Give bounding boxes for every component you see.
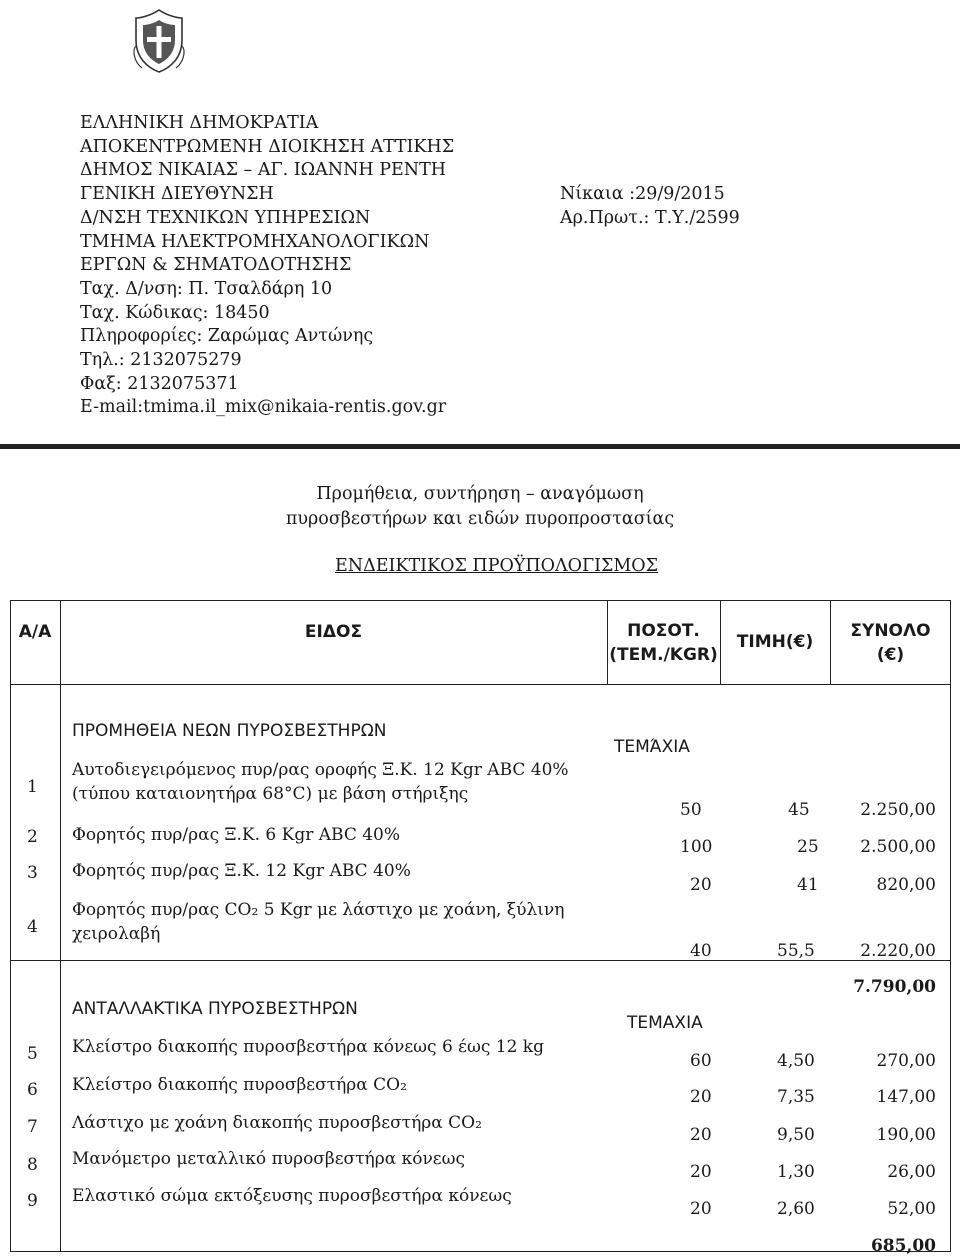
- item-quantity: 60: [690, 1051, 712, 1071]
- header-divider: [0, 444, 960, 449]
- header-line: Δ/ΝΣΗ ΤΕΧΝΙΚΩΝ ΥΠΗΡΕΣΙΩΝ: [80, 207, 371, 228]
- item-description: Λάστιχο με χοάνη διακοπής πυροσβεστήρα CO₂: [72, 1113, 482, 1133]
- subject-line: πυροσβεστήρων και ειδών πυροπροστασίας: [285, 509, 675, 529]
- header-line: ΑΠΟΚΕΝΤΡΩΜΕΝΗ ΔΙΟΙΚΗΣΗ ΑΤΤΙΚΗΣ: [80, 136, 455, 157]
- item-description: Κλείστρο διακοπής πυροσβεστήρα κόνεως 6 έως 12 kg: [72, 1037, 544, 1057]
- item-total: 26,00: [887, 1162, 936, 1182]
- column-header-item: ΕΙΔΟΣ: [304, 622, 363, 642]
- item-quantity: 20: [690, 1087, 712, 1107]
- item-total: 2.500,00: [860, 837, 936, 857]
- header-line: Ταχ. Δ/νση: Π. Τσαλδάρη 10: [80, 278, 333, 299]
- section-heading-new-extinguishers: ΠΡΟΜΗΘΕΙΑ ΝΕΩΝ ΠΥΡΟΣΒΕΣΤΗΡΩΝ: [72, 721, 387, 741]
- item-price: 2,60: [777, 1199, 815, 1219]
- header-line: ΓΕΝΙΚΗ ΔΙΕΥΘΥΝΣΗ: [80, 184, 274, 205]
- item-price: 45: [788, 800, 810, 820]
- header-line: ΕΡΓΩΝ & ΣΗΜΑΤΟΔΟΤΗΣΗΣ: [80, 255, 352, 276]
- greek-coat-of-arms-icon: [132, 6, 186, 76]
- table-divider: [10, 684, 951, 685]
- document-title: ΕΝΔΕΙΚΤΙΚΟΣ ΠΡΟΫΠΟΛΟΓΙΣΜΟΣ: [335, 556, 659, 576]
- item-total: 190,00: [876, 1125, 936, 1145]
- row-number: 8: [27, 1155, 38, 1175]
- item-description: Φορητός πυρ/ρας CO₂ 5 Kgr με λάστιχο με χοάνη, ξύλινη: [72, 900, 565, 920]
- header-line: Φαξ: 2132075371: [80, 373, 239, 394]
- item-price: 4,50: [777, 1051, 815, 1071]
- item-price: 55,5: [777, 941, 815, 961]
- section-heading-spare-parts: ΑΝΤΑΛΛΑΚΤΙΚΑ ΠΥΡΟΣΒΕΣΤΗΡΩΝ: [72, 999, 358, 1019]
- column-header-price: ΤΙΜΗ(€): [736, 632, 814, 652]
- item-total: 52,00: [887, 1199, 936, 1219]
- item-quantity: 20: [690, 875, 712, 895]
- date-protocol-block: [560, 183, 740, 230]
- row-number: 6: [27, 1080, 38, 1100]
- date-line: Νίκαια :29/9/2015: [560, 184, 725, 204]
- row-number: 1: [27, 777, 38, 797]
- header-email: E-mail:tmima.il_mix@nikaia-rentis.gov.gr: [80, 397, 447, 418]
- item-description: (τύπου καταιονητήρα 68°C) με βάση στήριξης: [72, 784, 469, 804]
- column-header-total: ΣΥΝΟΛΟ: [850, 621, 931, 641]
- item-description: Μανόμετρο μεταλλικό πυροσβεστήρα κόνεως: [72, 1149, 466, 1169]
- item-quantity: 20: [690, 1199, 712, 1219]
- item-description: Αυτοδιεγειρόμενος πυρ/ρας οροφής Ξ.Κ. 12 Kgr ABC 40%: [72, 760, 569, 780]
- unit-label: ΤΕΜΆΧΙΑ: [614, 737, 690, 757]
- sender-header: [80, 112, 454, 420]
- item-quantity: 100: [680, 837, 713, 857]
- unit-label: ΤΕΜΑΧΙΑ: [627, 1013, 703, 1033]
- column-header-qty-unit: (ΤΕΜ./KGR): [609, 645, 718, 665]
- item-total: 147,00: [876, 1087, 936, 1107]
- item-price: 1,30: [777, 1162, 815, 1182]
- item-total: 270,00: [876, 1051, 936, 1071]
- row-number: 9: [27, 1191, 38, 1211]
- header-line: ΕΛΛΗΝΙΚΗ ΔΗΜΟΚΡΑΤΙΑ: [80, 113, 319, 133]
- item-price: 7,35: [777, 1087, 815, 1107]
- column-header-qty: ΠΟΣΟΤ.: [627, 621, 700, 641]
- item-description: Φορητός πυρ/ρας Ξ.Κ. 6 Kgr ABC 40%: [72, 825, 401, 845]
- header-line: Ταχ. Κώδικας: 18450: [80, 302, 270, 323]
- item-description: Κλείστρο διακοπής πυροσβεστήρα CO₂: [72, 1075, 407, 1095]
- item-total: 820,00: [876, 875, 936, 895]
- item-quantity: 20: [690, 1162, 712, 1182]
- item-quantity: 50: [680, 800, 702, 820]
- protocol-line: Αρ.Πρωτ.: Τ.Υ./2599: [560, 207, 740, 228]
- header-line: Πληροφορίες: Ζαρώμας Αντώνης: [80, 326, 374, 347]
- item-price: 25: [797, 837, 819, 857]
- subject: [0, 482, 960, 532]
- item-description: Ελαστικό σώμα εκτόξευσης πυροσβεστήρα κόνεως: [72, 1186, 512, 1206]
- item-total: 2.220,00: [860, 941, 936, 961]
- item-price: 9,50: [777, 1125, 815, 1145]
- item-quantity: 40: [690, 941, 712, 961]
- row-number: 5: [27, 1044, 38, 1064]
- subject-line: Προμήθεια, συντήρηση – αναγόμωση: [316, 484, 644, 504]
- row-number: 3: [27, 863, 38, 883]
- table-divider: [60, 600, 61, 1252]
- column-header-total-unit: (€): [876, 645, 905, 665]
- row-number: 7: [27, 1117, 38, 1137]
- item-description: χειρολαβή: [72, 924, 161, 944]
- section-subtotal: 7.790,00: [853, 977, 936, 997]
- table-divider: [607, 600, 608, 685]
- item-price: 41: [797, 875, 819, 895]
- item-total: 2.250,00: [860, 800, 936, 820]
- item-quantity: 20: [690, 1125, 712, 1145]
- header-line: Τηλ.: 2132075279: [80, 350, 242, 371]
- row-number: 2: [27, 827, 38, 847]
- item-description: Φορητός πυρ/ρας Ξ.Κ. 12 Kgr ABC 40%: [72, 861, 411, 881]
- header-line: ΔΗΜΟΣ ΝΙΚΑΙΑΣ – ΑΓ. ΙΩΑΝΝΗ ΡΕΝΤΗ: [80, 160, 447, 181]
- row-number: 4: [27, 917, 38, 937]
- section-subtotal: 685,00: [870, 1236, 936, 1256]
- table-divider: [830, 600, 831, 685]
- column-header-aa: Α/Α: [18, 622, 52, 642]
- header-line: ΤΜΗΜΑ ΗΛΕΚΤΡΟΜΗΧΑΝΟΛΟΓΙΚΩΝ: [80, 231, 430, 252]
